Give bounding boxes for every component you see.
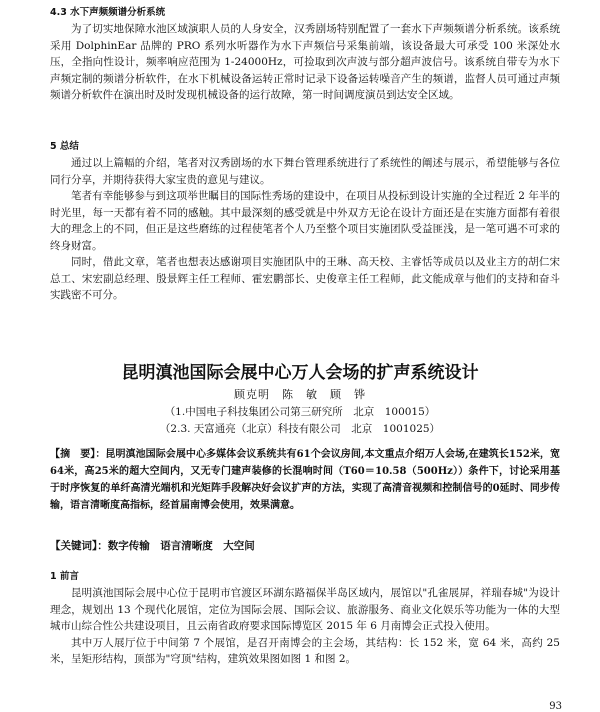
paragraph: 为了切实地保障水池区域演职人员的人身安全，汉秀剧场特别配置了一套水下声频频谱分析系统。该系统采用 DolphinEar 品牌的 PRO 系列水听器作为水下声频信号采集前端，该设备最大可承受 100 米深处水压，全指向性设计，频率响应范围为 1-24000Hz，可捡取到次声波与部分超声波信号。该系统自带专为水下声频定制的频谱分析软件，在水下机械设备运转正常时记录下设备运转噪音产生的频谱，监督人员可通过声频频谱分析软件在演出时及时发现机械设备的运行故障，第一时间调度演员到达安全区域。 [50,23,560,101]
section-1-heading: 1 前言 [50,571,79,582]
abstract-text: 昆明滇池国际会展中心多媒体会议系统共有61个会议房间,本文重点介绍万人会场,在建筑长152米，宽64米，高25米的超大空间内，又无专门建声装修的长混响时间（T60＝10.58（500Hz））条件下，讨论采用基于时序恢复的单纤高清光端机和光矩阵手段解决好会议扩声的方法，实现了高清音视频和控制信号的0延时、同步传输，语言清晰度高指标，经首届南博会使用，效果满意。 [50,449,560,511]
abstract [50,446,560,514]
paragraph: 通过以上篇幅的介绍，笔者对汉秀剧场的水下舞台管理系统进行了系统性的阐述与展示，希望能够与各位同行分享，并期待获得大家宝贵的意见与建议。 [50,157,560,186]
section-5-heading: 5 总结 [50,141,79,152]
section-1-body [50,585,560,668]
section-5-body [50,155,560,304]
paragraph: 笔者有幸能够参与到这项举世瞩目的国际性秀场的建设中，在项目从投标到设计实施的全过程近 2 年半的时光里，每一天都有着不同的感触。其中最深刻的感受就是中外双方无论在设计方面还是在实施方面都有着很大的理念上的不同，但正是这些磨练的过程使笔者个人乃至整个项目实施团队受益匪浅，是一笔可遇不可求的终身财富。 [50,190,560,252]
abstract-label: 【摘 要】： [50,449,106,460]
section-4-3-body [50,21,560,104]
paragraph: 昆明滇池国际会展中心位于昆明市官渡区环湖东路福保半岛区域内，展馆以"孔雀展屏，祥瑞春城"为设计理念，规划出 13 个现代化展馆，定位为国际会展、国际会议、旅游服务、商业文化娱乐等功能为一体的大型城市山综合性公共建设项目，且云南省政府要求国际博览区 2015 年 6 月南博会正式投入使用。 [50,587,560,632]
article-title: 昆明滇池国际会展中心万人会场的扩声系统设计 [121,363,479,383]
affiliation-1: （1.中国电子科技集团公司第三研究所 北京 100015） [164,406,436,418]
keywords-label: 【关键词】： [50,540,108,552]
keywords-text: 数字传输 语言清晰度 大空间 [107,540,255,552]
page-number: 93 [549,701,562,712]
affiliation-2: （2.3. 天富通亮（北京）科技有限公司 北京 1001025） [159,423,441,435]
section-4-3-heading: 4.3 水下声频频谱分析系统 [50,7,166,18]
paragraph: 其中万人展厅位于中间第 7 个展馆，是召开南博会的主会场，其结构：长 152 米，宽 64 米，高约 25 米，呈矩形结构，顶部为"穹顶"结构，建筑效果图如图 1 和图 2。 [50,636,560,665]
keywords [50,538,560,553]
paragraph: 同时，借此文章，笔者也想表达感谢项目实施团队中的王琳、高天校、主睿恬等成员以及业主方的胡仁宋总工、宋宏副总经理、殷景辉主任工程师、霍宏鹏部长、史俊章主任工程师，此文能成章与他们的支持和奋斗实践密不可分。 [50,256,560,301]
article-authors: 顾克明 陈 敏 顾 铧 [234,388,366,401]
